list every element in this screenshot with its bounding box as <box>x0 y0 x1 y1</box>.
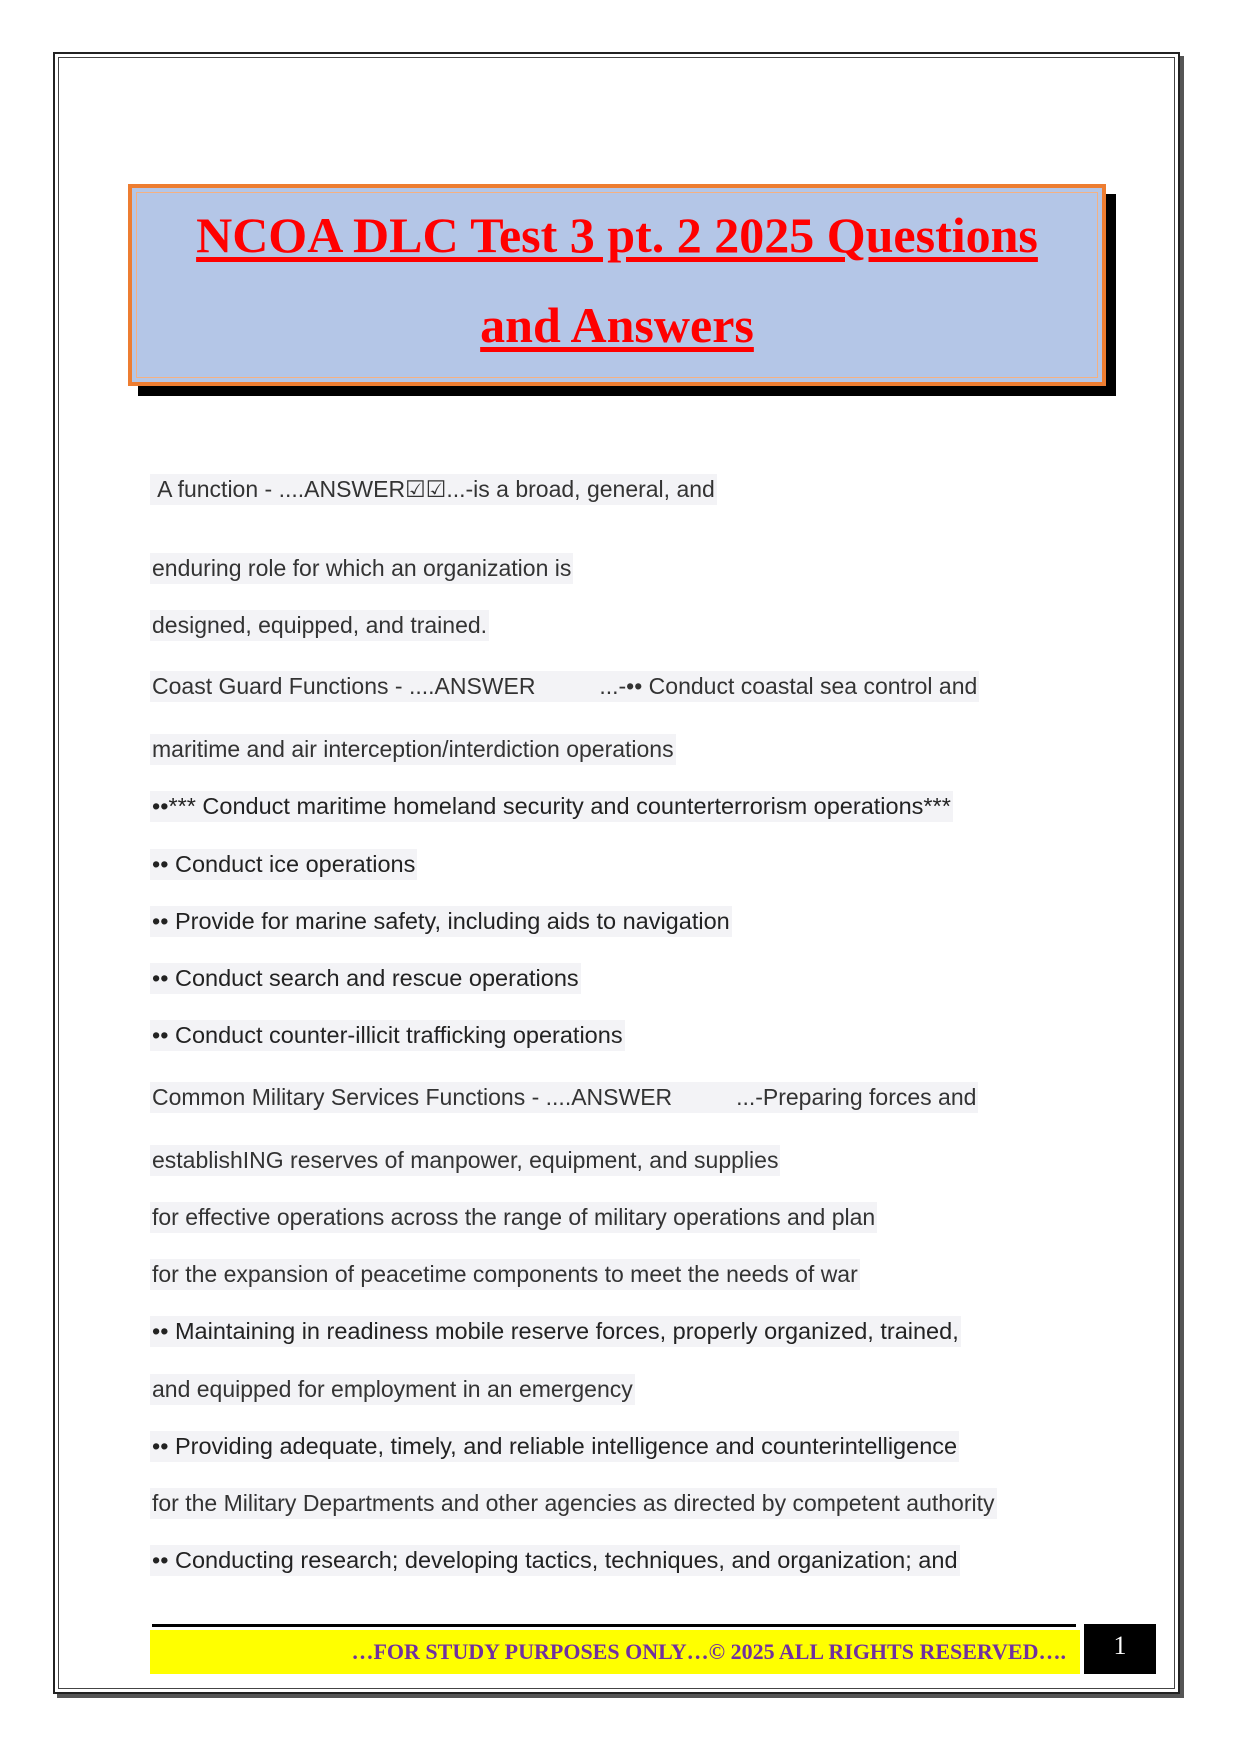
document-title-line-1: NCOA DLC Test 3 pt. 2 2025 Questions <box>196 207 1038 263</box>
page-border-shadow <box>57 1694 1184 1698</box>
body-line: •• Provide for marine safety, including aids to navigation <box>150 906 732 937</box>
document-title-line-2: and Answers <box>480 297 754 353</box>
body-line: •• Conduct search and rescue operations <box>150 963 581 994</box>
footer-rule <box>152 1624 1076 1627</box>
body-line: •• Conduct ice operations <box>150 849 417 880</box>
body-line: •• Conducting research; developing tactics, techniques, and organization; and <box>150 1545 960 1576</box>
page-number: 1 <box>1084 1624 1156 1674</box>
body-line: enduring role for which an organization is <box>150 553 573 584</box>
body-line: for the Military Departments and other agencies as directed by competent authority <box>150 1488 997 1519</box>
title-box <box>128 184 1106 386</box>
body-line: A function - ....ANSWER☑☑...-is a broad, general, and <box>150 474 717 505</box>
body-line: Common Military Services Functions - ....ANSWER ...-Preparing forces and <box>150 1082 978 1113</box>
body-line: •• Maintaining in readiness mobile reserve forces, properly organized, trained, <box>150 1316 961 1347</box>
body-line: designed, equipped, and trained. <box>150 610 489 641</box>
body-line: for effective operations across the range of military operations and plan <box>150 1202 877 1233</box>
page-border-shadow <box>1180 56 1184 1698</box>
body-line: for the expansion of peacetime components to meet the needs of war <box>150 1259 860 1290</box>
body-line: •• Providing adequate, timely, and reliable intelligence and counterintelligence <box>150 1431 959 1462</box>
body-line: and equipped for employment in an emergency <box>150 1374 635 1405</box>
body-line: ••*** Conduct maritime homeland security and counterterrorism operations*** <box>150 791 953 822</box>
body-line: •• Conduct counter-illicit trafficking operations <box>150 1020 625 1051</box>
body-line: maritime and air interception/interdiction operations <box>150 734 676 765</box>
body-line: establishING reserves of manpower, equipment, and supplies <box>150 1145 780 1176</box>
body-line: Coast Guard Functions - ....ANSWER ...-•• Conduct coastal sea control and <box>150 671 979 702</box>
footer-notice: …FOR STUDY PURPOSES ONLY…© 2025 ALL RIGHTS RESERVED…. <box>150 1630 1080 1674</box>
